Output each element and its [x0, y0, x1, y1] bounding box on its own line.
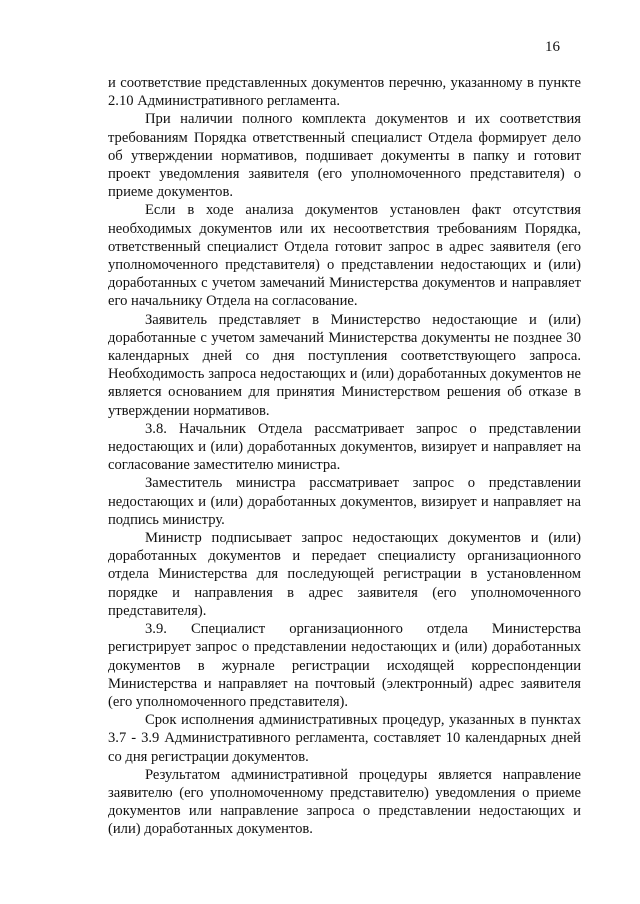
page-number: 16: [545, 39, 560, 55]
paragraph-continuation: и соответствие представленных документов перечню, указанному в пункте 2.10 Административного регламента.: [108, 75, 581, 110]
paragraph: Срок исполнения административных процедур, указанных в пунктах 3.7 - 3.9 Административного регламента, составляет 10 календарных дней со дня регистрации документов.: [108, 712, 581, 765]
paragraph: Министр подписывает запрос недостающих документов и (или) доработанных документов и передает специалисту организационного отдела Министерства для последующей регистрации в установленном порядке и направления в адрес заявителя (его уполномоченного представителя).: [108, 530, 581, 619]
paragraph: Заявитель представляет в Министерство недостающие и (или) доработанные с учетом замечаний Министерства документы не позднее 30 календарных дней со дня поступления соответствующего запроса. Необходимость запроса недостающих и (или) доработанных документов не является основанием для принятия Министерством решения об отказе в утверждении нормативов.: [108, 311, 581, 419]
paragraph: При наличии полного комплекта документов и их соответствия требованиям Порядка ответственный специалист Отдела формирует дело об утверждении нормативов, подшивает документы в папку и готовит проект уведомления заявителя (его уполномоченного представителя) о приеме документов.: [108, 111, 581, 201]
paragraph-section-3-9: 3.9. Специалист организационного отдела Министерства регистрирует запрос о представлении недостающих и (или) доработанных документов в журнале регистрации исходящей корреспонденции Министерства и направляет на почтовый (электронный) адрес заявителя (его уполномоченного представителя).: [108, 621, 581, 710]
paragraph-section-3-8: 3.8. Начальник Отдела рассматривает запрос о представлении недостающих и (или) доработанных документов, визирует и направляет на согласование заместителю министра.: [108, 420, 581, 474]
document-body: [108, 74, 581, 839]
paragraph: Если в ходе анализа документов установлен факт отсутствия необходимых документов или их несоответствия требованиям Порядка, ответственный специалист Отдела готовит запрос в адрес заявителя (его уполномоченного представителя) о представлении недостающих и (или) доработанных с учетом замечаний Министерства документов и направляет его начальнику Отдела на согласование.: [108, 202, 581, 310]
paragraph: Результатом административной процедуры является направление заявителю (его уполномоченному представителю) уведомления о приеме документов или направление запроса о представлении недостающих и (или) доработанных документов.: [108, 766, 581, 838]
paragraph: Заместитель министра рассматривает запрос о представлении недостающих и (или) доработанных документов, визирует и направляет на подпись министру.: [108, 475, 581, 528]
